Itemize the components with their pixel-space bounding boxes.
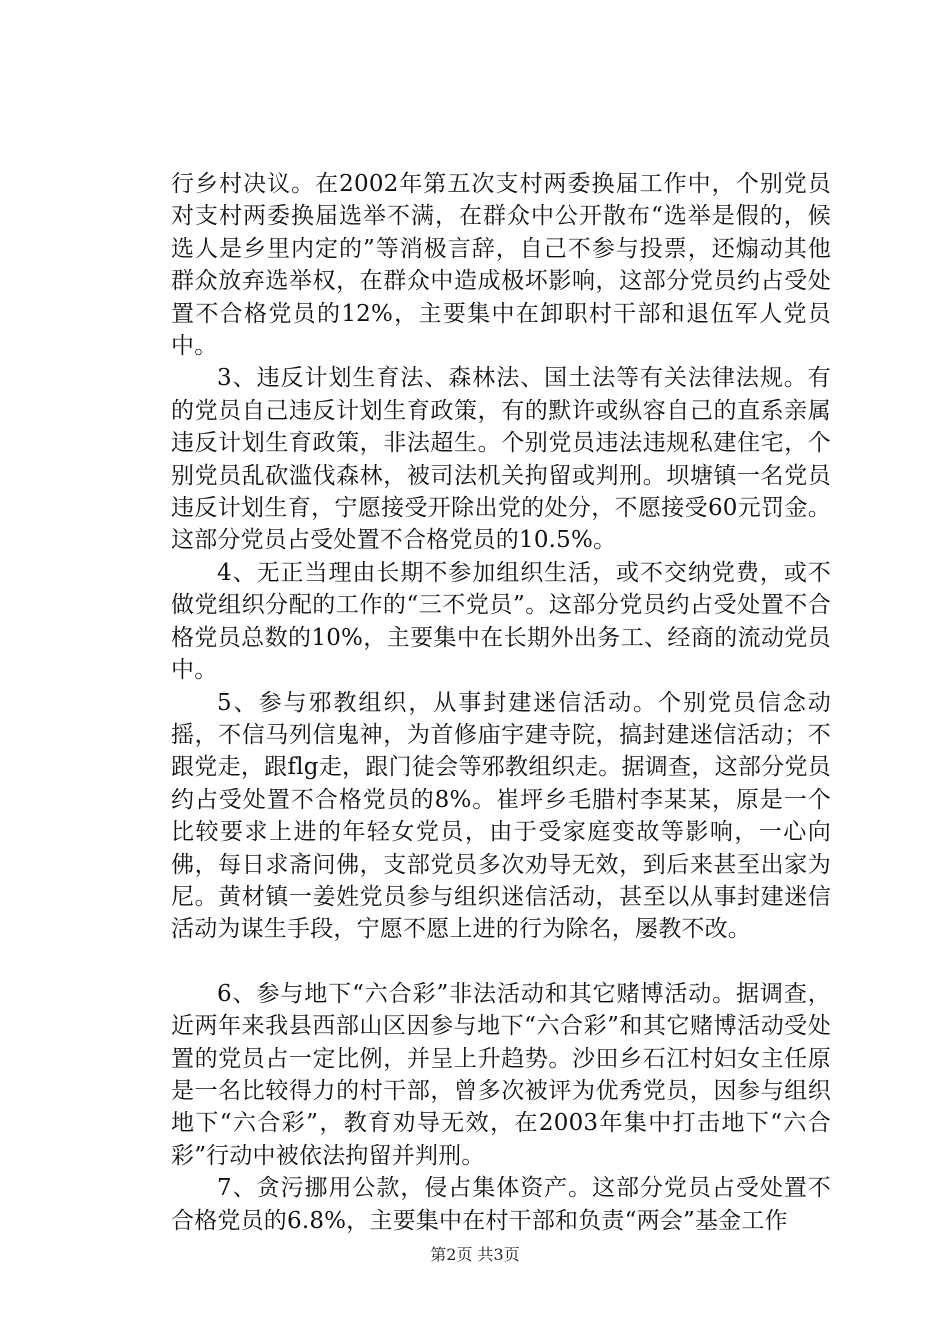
- page-footer: 第2页 共3页: [430, 1245, 520, 1264]
- paragraph-item-4: 4、无正当理由长期不参加组织生活，或不交纳党费，或不做党组织分配的工作的“三不党员”。这部分党员约占受处置不合格党员总数的10%，主要集中在长期外出务工、经商的流动党员中。: [171, 559, 831, 684]
- paragraph-continuation: 行乡村决议。在2002年第五次支村两委换届工作中，个别党员对支村两委换届选举不满，在群众中公开散布“选举是假的，候选人是乡里内定的”等消极言辞，自己不参与投票，还煽动其他群众放弃选举权，在群众中造成极坏影响，这部分党员约占受处置不合格党员的12%，主要集中在卸职村干部和退伍军人党员中。: [171, 171, 831, 360]
- paragraph-item-6: 6、参与地下“六合彩”非法活动和其它赌博活动。据调查，近两年来我县西部山区因参与地下“六合彩”和其它赌博活动受处置的党员占一定比例，并呈上升趋势。沙田乡石江村妇女主任原是一名比较得力的村干部，曾多次被评为优秀党员，因参与组织地下“六合彩”，教育劝导无效，在2003年集中打击地下“六合彩”行动中被依法拘留并判刑。: [171, 980, 831, 1169]
- document-body: [171, 168, 831, 1237]
- paragraph-item-3: 3、违反计划生育法、森林法、国土法等有关法律法规。有的党员自己违反计划生育政策，有的默许或纵容自己的直系亲属违反计划生育政策，非法超生。个别党员违法违规私建住宅，个别党员乱砍滥伐森林，被司法机关拘留或判刑。坝塘镇一名党员违反计划生育，宁愿接受开除出党的处分，不愿接受60元罚金。这部分党员占受处置不合格党员的10.5%。: [171, 365, 831, 554]
- paragraph-item-7: 7、贪污挪用公款，侵占集体资产。这部分党员占受处置不合格党员的6.8%，主要集中在村干部和负责“两会”基金工作: [171, 1175, 831, 1234]
- paragraph-item-5: 5、参与邪教组织，从事封建迷信活动。个别党员信念动摇，不信马列信鬼神，为首修庙宇建寺院，搞封建迷信活动；不跟党走，跟flg走，跟门徒会等邪教组织走。据调查，这部分党员约占受处置不合格党员的8%。崔坪乡毛腊村李某某，原是一个比较要求上进的年轻女党员，由于受家庭变故等影响，一心向佛，每日求斋问佛，支部党员多次劝导无效，到后来甚至出家为尼。黄材镇一姜姓党员参与组织迷信活动，甚至以从事封建迷信活动为谋生手段，宁愿不愿上进的行为除名，屡教不改。: [171, 689, 831, 943]
